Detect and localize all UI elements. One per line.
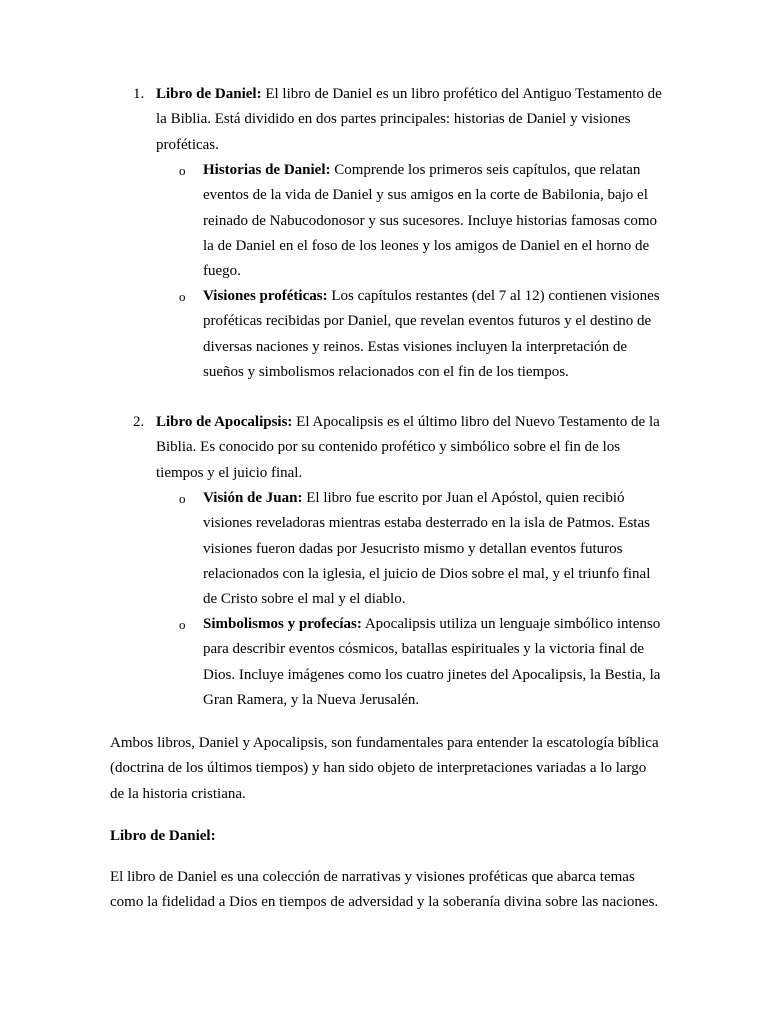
sublist-item-body <box>203 158 661 284</box>
sublist-item-body <box>203 284 661 385</box>
section-heading-text: Libro de Daniel: <box>110 828 216 844</box>
list-number: 1. <box>133 86 145 102</box>
list-item-term: Libro de Apocalipsis: <box>156 414 293 430</box>
sublist-item-text: Comprende los primeros seis capítulos, que relatan eventos de la vida de Daniel y sus amigos en la corte de Babilonia, bajo el reinado de Nabucodonosor y sus sucesores. Incluye historias famosas como la de Daniel en el foso de los leones y los amigos de Daniel en el horno de fuego. <box>203 162 658 280</box>
sublist-item-body <box>203 486 661 612</box>
sublist-item-term: Simbolismos y profecías: <box>203 616 362 632</box>
list-item-text: El Apocalipsis es el último libro del Nuevo Testamento de la Biblia. Es conocido por su contenido profético y simbólico sobre el fin de los tiempos y el juicio final. <box>156 414 660 481</box>
sublist-item-text: Los capítulos restantes (del 7 al 12) contienen visiones proféticas recibidas por Daniel, que revelan eventos futuros y el destino de diversas naciones y reinos. Estas visiones incluyen la interpretación de sueños y simbolismos relacionados con el fin de los tiempos. <box>203 288 660 380</box>
bullet-icon: o <box>179 491 186 506</box>
list-item-text: El libro de Daniel es un libro profético del Antiguo Testamento de la Biblia. Está dividido en dos partes principales: historias de Daniel y visiones proféticas. <box>156 86 662 153</box>
list-item-term: Libro de Daniel: <box>156 86 262 102</box>
sublist-item-body <box>203 612 661 713</box>
bullet-icon: o <box>179 163 186 178</box>
section-paragraph: El libro de Daniel es una colección de narrativas y visiones proféticas que abarca temas como la fidelidad a Dios en tiempos de adversidad y la soberanía divina sobre las naciones. <box>110 869 659 911</box>
bullet-icon: o <box>179 289 186 304</box>
list-item-body <box>156 82 666 158</box>
list-number: 2. <box>133 414 145 430</box>
sublist-item-term: Visión de Juan: <box>203 490 303 506</box>
sublist-item-text: El libro fue escrito por Juan el Apóstol, quien recibió visiones reveladoras mientras estaba desterrado en la isla de Patmos. Estas visiones fueron dadas por Jesucristo mismo y detallan eventos futuros relacionados con la iglesia, el juicio de Dios sobre el mal, y el triunfo final de Cristo sobre el mal y el diablo. <box>203 490 651 608</box>
bullet-icon: o <box>179 617 186 632</box>
list-item-body <box>156 410 666 486</box>
sublist-item-term: Historias de Daniel: <box>203 162 331 178</box>
sublist-item-term: Visiones proféticas: <box>203 288 328 304</box>
sublist-item-text: Apocalipsis utiliza un lenguaje simbólico intenso para describir eventos cósmicos, batallas espirituales y la victoria final de Dios. Incluye imágenes como los cuatro jinetes del Apocalipsis, la Bestia, la Gran Ramera, y la Nueva Jerusalén. <box>203 616 661 708</box>
section-heading <box>110 824 662 849</box>
summary-paragraph: Ambos libros, Daniel y Apocalipsis, son fundamentales para entender la escatología bíblica (doctrina de los últimos tiempos) y han sido objeto de interpretaciones variadas a lo largo de la historia cristiana. <box>110 735 659 802</box>
